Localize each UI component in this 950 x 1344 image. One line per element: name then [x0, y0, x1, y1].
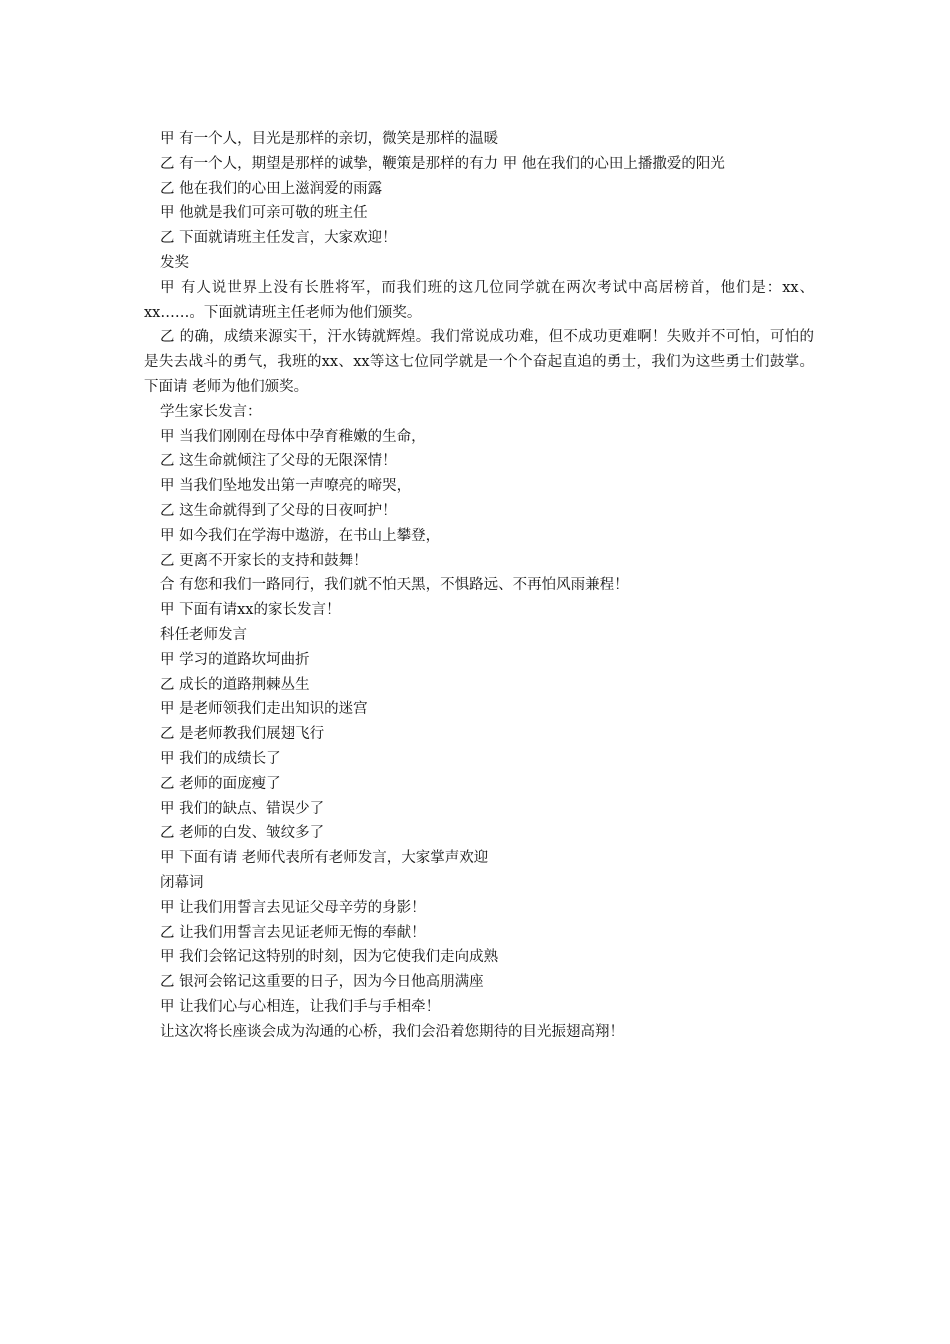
text-line: 甲 他就是我们可亲可敬的班主任: [160, 205, 368, 222]
section-heading-award: 发奖: [160, 254, 189, 271]
text-line: 乙 是老师教我们展翅飞行: [160, 726, 325, 743]
text-line: 乙 老师的白发、皱纹多了: [160, 825, 325, 842]
text-line: 乙 有一个人，期望是那样的诚挚，鞭策是那样的有力 甲 他在我们的心田上播撒爱的阳光: [160, 155, 725, 172]
text-line: 合 有您和我们一路同行，我们就不怕天黑，不惧路远、不再怕风雨兼程！: [160, 577, 629, 594]
section-heading-parents: 学生家长发言：: [160, 403, 262, 420]
text-line: 乙 他在我们的心田上滋润爱的雨露: [160, 180, 383, 197]
text-line: 乙 老师的面庞瘦了: [160, 775, 281, 792]
text-line: 甲 如今我们在学海中遨游，在书山上攀登，: [160, 527, 441, 544]
text-line: 甲 学习的道路坎坷曲折: [160, 651, 310, 668]
text-line: 甲 我们会铭记这特别的时刻，因为它使我们走向成熟: [160, 949, 499, 966]
text-line: 乙 更离不开家长的支持和鼓舞！: [160, 552, 368, 569]
award-paragraph-2: 乙 的确，成绩来源实干，汗水铸就辉煌。我们常说成功难，但不成功更难啊！失败并不可怕，可怕的是失去战斗的勇气，我班的xx、xx等这七位同学就是一个个奋起直追的勇士，我们为这些勇士们鼓掌。下面请 老师为他们颁奖。: [144, 329, 814, 395]
text-line: 甲 下面有请 老师代表所有老师发言，大家掌声欢迎: [160, 850, 489, 867]
text-line: 甲 让我们用誓言去见证父母辛劳的身影！: [160, 899, 426, 916]
closing-statement: 让这次将长座谈会成为沟通的心桥，我们会沿着您期待的目光振翅高翔！: [160, 1023, 624, 1040]
text-line: 甲 是老师领我们走出知识的迷宫: [160, 701, 368, 718]
document-body: [144, 127, 814, 1044]
section-heading-teachers: 科任老师发言: [160, 626, 247, 643]
text-line: 甲 当我们刚刚在母体中孕育稚嫩的生命，: [160, 428, 426, 445]
text-line: 甲 我们的缺点、错误少了: [160, 800, 325, 817]
text-line: 甲 下面有请xx的家长发言！: [160, 602, 341, 619]
text-line: 乙 这生命就倾注了父母的无限深情！: [160, 453, 397, 470]
text-line: 甲 我们的成绩长了: [160, 750, 281, 767]
award-paragraph-1: 甲 有人说世界上没有长胜将军，而我们班的这几位同学就在两次考试中高居榜首，他们是：xx、xx……。下面就请班主任老师为他们颁奖。: [144, 279, 814, 321]
text-line: 乙 成长的道路荆棘丛生: [160, 676, 310, 693]
text-line: 乙 让我们用誓言去见证老师无悔的奉献！: [160, 924, 426, 941]
text-line: 甲 当我们坠地发出第一声嘹亮的啼哭，: [160, 478, 412, 495]
text-line: 乙 银河会铭记这重要的日子，因为今日他高朋满座: [160, 974, 484, 991]
text-line: 甲 让我们心与心相连，让我们手与手相牵！: [160, 998, 441, 1015]
text-line: 甲 有一个人，目光是那样的亲切，微笑是那样的温暖: [160, 131, 499, 147]
text-line: 乙 这生命就得到了父母的日夜呵护！: [160, 502, 397, 519]
section-heading-closing: 闭幕词: [160, 874, 204, 891]
text-line: 乙 下面就请班主任发言，大家欢迎！: [160, 230, 397, 247]
